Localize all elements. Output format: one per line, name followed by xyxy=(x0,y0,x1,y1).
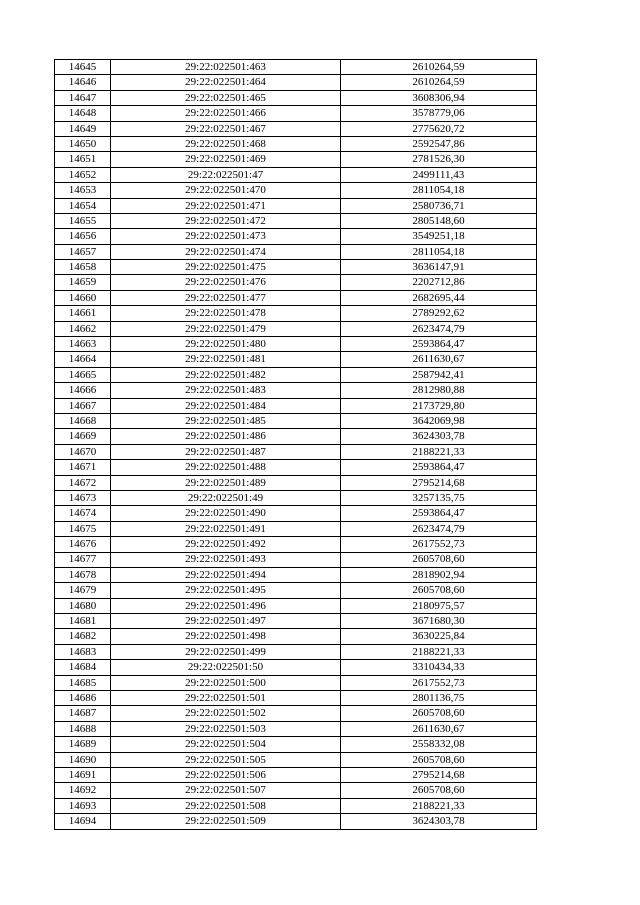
cadastral-value-cell: 2617552,73 xyxy=(341,537,537,552)
cadastral-number-cell: 29:22:022501:479 xyxy=(111,321,341,336)
row-number-cell: 14680 xyxy=(55,598,111,613)
table-row xyxy=(55,383,537,398)
table-row xyxy=(55,537,537,552)
cadastral-value-cell: 2617552,73 xyxy=(341,675,537,690)
cadastral-value-cell: 2805148,60 xyxy=(341,213,537,228)
table-row xyxy=(55,737,537,752)
cadastral-value-cell: 2795214,68 xyxy=(341,475,537,490)
cadastral-value-cell: 2781526,30 xyxy=(341,152,537,167)
cadastral-number-cell: 29:22:022501:490 xyxy=(111,506,341,521)
table-row xyxy=(55,598,537,613)
cadastral-value-cell: 2180975,57 xyxy=(341,598,537,613)
table-row xyxy=(55,660,537,675)
cadastral-number-cell: 29:22:022501:502 xyxy=(111,706,341,721)
row-number-cell: 14690 xyxy=(55,752,111,767)
table-row xyxy=(55,567,537,582)
cadastral-number-cell: 29:22:022501:478 xyxy=(111,306,341,321)
cadastral-number-cell: 29:22:022501:489 xyxy=(111,475,341,490)
row-number-cell: 14657 xyxy=(55,244,111,259)
cadastral-value-cell: 3608306,94 xyxy=(341,90,537,105)
cadastral-number-cell: 29:22:022501:507 xyxy=(111,783,341,798)
cadastral-number-cell: 29:22:022501:47 xyxy=(111,167,341,182)
table-row xyxy=(55,644,537,659)
cadastral-number-cell: 29:22:022501:473 xyxy=(111,229,341,244)
cadastral-number-cell: 29:22:022501:474 xyxy=(111,244,341,259)
cadastral-number-cell: 29:22:022501:494 xyxy=(111,567,341,582)
cadastral-number-cell: 29:22:022501:487 xyxy=(111,444,341,459)
table-row xyxy=(55,136,537,151)
cadastral-value-cell: 3549251,18 xyxy=(341,229,537,244)
cadastral-number-cell: 29:22:022501:486 xyxy=(111,429,341,444)
table-row xyxy=(55,321,537,336)
table-row xyxy=(55,783,537,798)
table-row xyxy=(55,583,537,598)
row-number-cell: 14651 xyxy=(55,152,111,167)
cadastral-value-cell: 2811054,18 xyxy=(341,183,537,198)
row-number-cell: 14665 xyxy=(55,367,111,382)
cadastral-value-cell: 2173729,80 xyxy=(341,398,537,413)
cadastral-number-cell: 29:22:022501:498 xyxy=(111,629,341,644)
table-row xyxy=(55,521,537,536)
row-number-cell: 14656 xyxy=(55,229,111,244)
table-row xyxy=(55,106,537,121)
row-number-cell: 14678 xyxy=(55,567,111,582)
cadastral-value-cell: 3310434,33 xyxy=(341,660,537,675)
cadastral-number-cell: 29:22:022501:469 xyxy=(111,152,341,167)
table-row xyxy=(55,552,537,567)
table-row xyxy=(55,629,537,644)
table-row xyxy=(55,352,537,367)
cadastral-value-cell: 2605708,60 xyxy=(341,706,537,721)
cadastral-number-cell: 29:22:022501:488 xyxy=(111,460,341,475)
row-number-cell: 14689 xyxy=(55,737,111,752)
cadastral-value-cell: 2610264,59 xyxy=(341,60,537,75)
row-number-cell: 14672 xyxy=(55,475,111,490)
cadastral-value-cell: 3578779,06 xyxy=(341,106,537,121)
row-number-cell: 14670 xyxy=(55,444,111,459)
table-row xyxy=(55,675,537,690)
row-number-cell: 14663 xyxy=(55,337,111,352)
row-number-cell: 14662 xyxy=(55,321,111,336)
table-row xyxy=(55,90,537,105)
row-number-cell: 14655 xyxy=(55,213,111,228)
cadastral-value-cell: 2611630,67 xyxy=(341,352,537,367)
cadastral-value-cell: 2605708,60 xyxy=(341,552,537,567)
table-row xyxy=(55,337,537,352)
cadastral-value-cell: 2682695,44 xyxy=(341,290,537,305)
cadastral-value-cell: 3624303,78 xyxy=(341,429,537,444)
cadastral-value-cell: 2593864,47 xyxy=(341,460,537,475)
table-row xyxy=(55,490,537,505)
table-row xyxy=(55,429,537,444)
cadastral-value-cell: 2811054,18 xyxy=(341,244,537,259)
cadastral-number-cell: 29:22:022501:471 xyxy=(111,198,341,213)
cadastral-value-cell: 2789292,62 xyxy=(341,306,537,321)
cadastral-number-cell: 29:22:022501:492 xyxy=(111,537,341,552)
table-row xyxy=(55,367,537,382)
table-row xyxy=(55,413,537,428)
row-number-cell: 14694 xyxy=(55,814,111,829)
cadastral-value-cell: 2610264,59 xyxy=(341,75,537,90)
cadastral-value-cell: 2587942,41 xyxy=(341,367,537,382)
row-number-cell: 14671 xyxy=(55,460,111,475)
cadastral-number-cell: 29:22:022501:483 xyxy=(111,383,341,398)
table-row xyxy=(55,244,537,259)
cadastral-number-cell: 29:22:022501:505 xyxy=(111,752,341,767)
row-number-cell: 14681 xyxy=(55,614,111,629)
table-row xyxy=(55,213,537,228)
table-row xyxy=(55,290,537,305)
row-number-cell: 14685 xyxy=(55,675,111,690)
cadastral-value-cell: 3642069,98 xyxy=(341,413,537,428)
cadastral-value-cell: 2605708,60 xyxy=(341,752,537,767)
cadastral-value-cell: 3636147,91 xyxy=(341,260,537,275)
row-number-cell: 14664 xyxy=(55,352,111,367)
cadastral-number-cell: 29:22:022501:481 xyxy=(111,352,341,367)
row-number-cell: 14652 xyxy=(55,167,111,182)
cadastral-number-cell: 29:22:022501:495 xyxy=(111,583,341,598)
table-row xyxy=(55,306,537,321)
cadastral-number-cell: 29:22:022501:509 xyxy=(111,814,341,829)
cadastral-number-cell: 29:22:022501:49 xyxy=(111,490,341,505)
row-number-cell: 14647 xyxy=(55,90,111,105)
cadastral-number-cell: 29:22:022501:477 xyxy=(111,290,341,305)
row-number-cell: 14646 xyxy=(55,75,111,90)
row-number-cell: 14693 xyxy=(55,798,111,813)
cadastral-value-cell: 2593864,47 xyxy=(341,337,537,352)
table-row xyxy=(55,183,537,198)
cadastral-value-cell: 2611630,67 xyxy=(341,721,537,736)
cadastral-number-cell: 29:22:022501:497 xyxy=(111,614,341,629)
cadastral-number-cell: 29:22:022501:508 xyxy=(111,798,341,813)
table-row xyxy=(55,75,537,90)
table-row xyxy=(55,752,537,767)
row-number-cell: 14659 xyxy=(55,275,111,290)
row-number-cell: 14674 xyxy=(55,506,111,521)
cadastral-value-cell: 2499111,43 xyxy=(341,167,537,182)
cadastral-value-cell: 3257135,75 xyxy=(341,490,537,505)
cadastral-value-cell: 2202712,86 xyxy=(341,275,537,290)
cadastral-value-cell: 2188221,33 xyxy=(341,644,537,659)
table-row xyxy=(55,691,537,706)
table-row xyxy=(55,167,537,182)
row-number-cell: 14677 xyxy=(55,552,111,567)
cadastral-number-cell: 29:22:022501:472 xyxy=(111,213,341,228)
row-number-cell: 14661 xyxy=(55,306,111,321)
cadastral-value-cell: 2580736,71 xyxy=(341,198,537,213)
table-row xyxy=(55,444,537,459)
row-number-cell: 14688 xyxy=(55,721,111,736)
table-row xyxy=(55,398,537,413)
row-number-cell: 14666 xyxy=(55,383,111,398)
row-number-cell: 14682 xyxy=(55,629,111,644)
row-number-cell: 14691 xyxy=(55,767,111,782)
row-number-cell: 14684 xyxy=(55,660,111,675)
cadastral-value-cell: 2775620,72 xyxy=(341,121,537,136)
cadastral-value-cell: 2605708,60 xyxy=(341,583,537,598)
cadastral-value-cell: 3624303,78 xyxy=(341,814,537,829)
row-number-cell: 14675 xyxy=(55,521,111,536)
cadastral-value-cell: 2605708,60 xyxy=(341,783,537,798)
cadastral-number-cell: 29:22:022501:491 xyxy=(111,521,341,536)
row-number-cell: 14692 xyxy=(55,783,111,798)
cadastral-value-cell: 3671680,30 xyxy=(341,614,537,629)
row-number-cell: 14667 xyxy=(55,398,111,413)
row-number-cell: 14673 xyxy=(55,490,111,505)
row-number-cell: 14650 xyxy=(55,136,111,151)
cadastral-number-cell: 29:22:022501:470 xyxy=(111,183,341,198)
cadastral-value-cell: 2593864,47 xyxy=(341,506,537,521)
row-number-cell: 14686 xyxy=(55,691,111,706)
table-row xyxy=(55,506,537,521)
cadastral-number-cell: 29:22:022501:463 xyxy=(111,60,341,75)
cadastral-number-cell: 29:22:022501:467 xyxy=(111,121,341,136)
cadastral-value-cell: 2623474,79 xyxy=(341,521,537,536)
row-number-cell: 14649 xyxy=(55,121,111,136)
table-row xyxy=(55,275,537,290)
document-page xyxy=(54,59,533,830)
table-row xyxy=(55,475,537,490)
cadastral-number-cell: 29:22:022501:506 xyxy=(111,767,341,782)
cadastral-value-cell: 2188221,33 xyxy=(341,444,537,459)
table-row xyxy=(55,229,537,244)
cadastral-value-cell: 2592547,86 xyxy=(341,136,537,151)
table-row xyxy=(55,460,537,475)
cadastral-number-cell: 29:22:022501:484 xyxy=(111,398,341,413)
cadastral-number-cell: 29:22:022501:500 xyxy=(111,675,341,690)
cadastral-number-cell: 29:22:022501:499 xyxy=(111,644,341,659)
row-number-cell: 14645 xyxy=(55,60,111,75)
cadastral-value-cell: 2801136,75 xyxy=(341,691,537,706)
cadastral-value-cell: 2558332,08 xyxy=(341,737,537,752)
row-number-cell: 14654 xyxy=(55,198,111,213)
row-number-cell: 14687 xyxy=(55,706,111,721)
row-number-cell: 14653 xyxy=(55,183,111,198)
cadastral-number-cell: 29:22:022501:480 xyxy=(111,337,341,352)
table-row xyxy=(55,798,537,813)
cadastral-number-cell: 29:22:022501:485 xyxy=(111,413,341,428)
cadastral-number-cell: 29:22:022501:493 xyxy=(111,552,341,567)
table-row xyxy=(55,121,537,136)
table-row xyxy=(55,152,537,167)
table-row xyxy=(55,814,537,829)
cadastral-number-cell: 29:22:022501:468 xyxy=(111,136,341,151)
cadastral-value-cell: 2795214,68 xyxy=(341,767,537,782)
cadastral-value-cell: 2188221,33 xyxy=(341,798,537,813)
cadastral-number-cell: 29:22:022501:476 xyxy=(111,275,341,290)
cadastral-number-cell: 29:22:022501:475 xyxy=(111,260,341,275)
table-row xyxy=(55,260,537,275)
table-row xyxy=(55,614,537,629)
cadastral-value-table xyxy=(54,59,537,830)
cadastral-number-cell: 29:22:022501:464 xyxy=(111,75,341,90)
cadastral-value-cell: 2812980,88 xyxy=(341,383,537,398)
row-number-cell: 14668 xyxy=(55,413,111,428)
table-row xyxy=(55,198,537,213)
cadastral-number-cell: 29:22:022501:504 xyxy=(111,737,341,752)
row-number-cell: 14683 xyxy=(55,644,111,659)
row-number-cell: 14676 xyxy=(55,537,111,552)
cadastral-number-cell: 29:22:022501:465 xyxy=(111,90,341,105)
cadastral-value-cell: 2818902,94 xyxy=(341,567,537,582)
row-number-cell: 14669 xyxy=(55,429,111,444)
row-number-cell: 14679 xyxy=(55,583,111,598)
table-row xyxy=(55,60,537,75)
cadastral-number-cell: 29:22:022501:496 xyxy=(111,598,341,613)
row-number-cell: 14658 xyxy=(55,260,111,275)
row-number-cell: 14648 xyxy=(55,106,111,121)
table-row xyxy=(55,706,537,721)
cadastral-number-cell: 29:22:022501:503 xyxy=(111,721,341,736)
table-row xyxy=(55,721,537,736)
table-body xyxy=(55,60,537,830)
cadastral-number-cell: 29:22:022501:501 xyxy=(111,691,341,706)
row-number-cell: 14660 xyxy=(55,290,111,305)
cadastral-number-cell: 29:22:022501:50 xyxy=(111,660,341,675)
cadastral-number-cell: 29:22:022501:482 xyxy=(111,367,341,382)
cadastral-value-cell: 2623474,79 xyxy=(341,321,537,336)
cadastral-number-cell: 29:22:022501:466 xyxy=(111,106,341,121)
table-row xyxy=(55,767,537,782)
cadastral-value-cell: 3630225,84 xyxy=(341,629,537,644)
